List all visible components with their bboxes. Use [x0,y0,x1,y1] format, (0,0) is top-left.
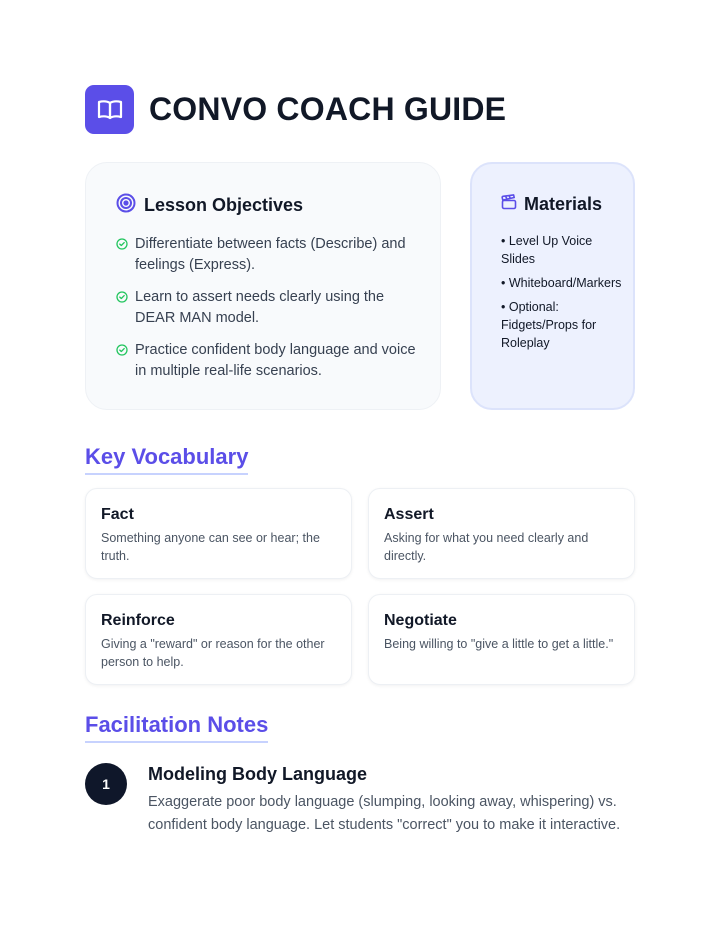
materials-title: Materials [524,194,603,214]
objective-text: Learn to assert needs clearly using the DEAR MAN model. [135,289,385,326]
vocab-card [85,594,352,685]
section-title-vocabulary: Key Vocabulary [85,444,249,469]
vocab-card [368,488,635,579]
check-circle-icon [116,290,128,308]
list-item [116,234,420,276]
materials-card [470,162,635,410]
list-item [116,340,420,382]
note-body: Exaggerate poor body language (slumping, looking away, whispering) vs. confident body language. Let students "correct" you to make it interactive. [148,794,621,833]
objectives-list [116,234,420,382]
list-item: • Level Up Voice Slides [501,234,593,266]
vocab-term: Reinforce [101,612,175,629]
vocab-card [85,488,352,579]
list-item: • Optional: Fidgets/Props for Roleplay [501,300,597,350]
list-item [116,287,420,329]
vocab-term: Assert [384,506,434,523]
page-title: CONVO COACH GUIDE [149,91,507,127]
page-header [85,85,506,134]
clapperboard-icon [501,194,517,215]
vocab-term: Negotiate [384,612,457,629]
step-number-badge: 1 [85,763,127,805]
check-circle-icon [116,343,128,361]
vocab-card [368,594,635,685]
vocab-definition: Something anyone can see or hear; the truth. [101,531,320,563]
vocab-term: Fact [101,506,134,523]
list-item: • Whiteboard/Markers [501,276,622,290]
vocab-definition: Being willing to "give a little to get a little." [384,637,614,651]
target-icon [116,193,136,218]
objective-text: Differentiate between facts (Describe) and feelings (Express). [135,236,406,273]
lesson-objectives-card [85,162,441,410]
section-title-facilitation-notes: Facilitation Notes [85,712,269,737]
materials-list [501,232,623,352]
check-circle-icon [116,237,128,255]
vocab-definition: Giving a "reward" or reason for the other person to help. [101,637,325,669]
book-icon [85,85,134,134]
vocab-definition: Asking for what you need clearly and directly. [384,531,589,563]
objective-text: Practice confident body language and voice in multiple real-life scenarios. [135,342,416,379]
note-title: Modeling Body Language [148,764,367,784]
objectives-title: Lesson Objectives [144,195,304,215]
